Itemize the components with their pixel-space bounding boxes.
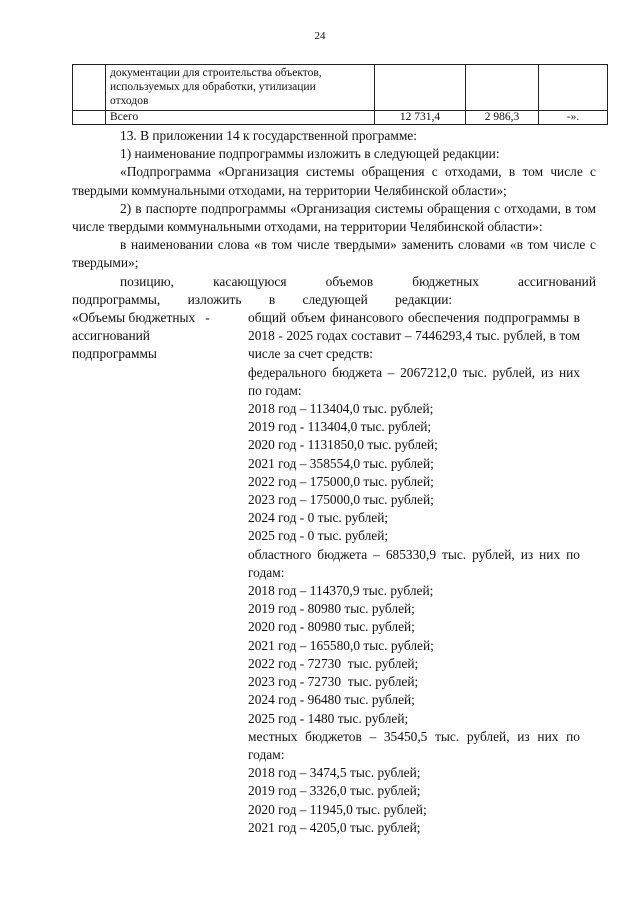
federal-budget-intro: федерального бюджета – 2067212,0 тыс. рублей, из них по годам: — [248, 364, 580, 398]
table-top-border — [72, 64, 608, 65]
page-number: 24 — [314, 30, 326, 42]
regional-year-line: 2021 год – 165580,0 тыс. рублей; — [248, 637, 434, 653]
regional-year-line: 2020 год - 80980 тыс. рублей; — [248, 619, 415, 635]
regional-budget-intro: областного бюджета – 685330,9 тыс. рублей, из них по годам: — [248, 546, 580, 580]
table-bottom-border — [72, 124, 608, 125]
funding-intro: общий объем финансового обеспечения подпрограммы в 2018 - 2025 годах составит – 7446293,4 тыс. рублей, в том числе за счет средств: — [248, 310, 580, 362]
table-col-divider — [538, 64, 539, 124]
paragraph-item-1: 1) наименование подпрограммы изложить в следующей редакции: — [120, 146, 500, 162]
federal-year-line: 2019 год - 113404,0 тыс. рублей; — [248, 419, 432, 435]
federal-year-line: 2024 год - 0 тыс. рублей; — [248, 510, 389, 526]
table-total-label: Всего — [110, 111, 139, 123]
table-description-cell — [110, 66, 410, 108]
federal-year-line: 2022 год – 175000,0 тыс. рублей; — [248, 473, 434, 489]
table-col-divider — [465, 64, 466, 124]
federal-year-line: 2023 год – 175000,0 тыс. рублей; — [248, 492, 434, 508]
paragraph-13: 13. В приложении 14 к государственной программе: — [120, 128, 417, 143]
paragraph-subprogram-name: «Подпрограмма «Организация системы обращения с отходами, в том числе с твердыми коммунальными отходами, на территории Челябинской области»; — [72, 164, 596, 198]
table-total-value: 12 731,4 — [399, 111, 441, 123]
local-year-line: 2018 год – 3474,5 тыс. рублей; — [248, 765, 421, 781]
local-budget-intro: местных бюджетов – 35450,5 тыс. рублей, из них по годам: — [248, 728, 580, 762]
passport-label — [72, 309, 248, 837]
table-description-line: используемых для обработки, утилизации — [110, 81, 316, 93]
federal-year-line: 2018 год – 113404,0 тыс. рублей; — [248, 401, 434, 417]
table-description-line: отходов — [110, 95, 149, 107]
regional-year-line: 2024 год - 96480 тыс. рублей; — [248, 692, 415, 708]
regional-year-line: 2025 год - 1480 тыс. рублей; — [248, 710, 409, 726]
regional-year-line: 2018 год – 114370,9 тыс. рублей; — [248, 583, 434, 599]
local-year-line: 2020 год – 11945,0 тыс. рублей; — [248, 801, 427, 817]
passport-label-line: «Объемы бюджетных - — [72, 310, 210, 326]
paragraph-item-2: 2) в паспорте подпрограммы «Организация системы обращения с отходами, в том числе твердыми коммунальными отходами, на территории Челябинской области»: — [72, 200, 596, 235]
regional-year-line: 2022 год - 72730 тыс. рублей; — [248, 655, 419, 671]
paragraph-position: позицию, касающуюся объемов бюджетных ассигнований подпрограммы, изложить в следующей редакции: — [72, 273, 596, 307]
paragraph-rename: в наименовании слова «в том числе твердыми» заменить словами «в том числе с твердыми»; — [72, 237, 596, 271]
document-body — [72, 127, 596, 837]
regional-year-line: 2023 год - 72730 тыс. рублей; — [248, 674, 419, 690]
table-total-value: 2 986,3 — [484, 111, 520, 123]
federal-year-line: 2020 год - 1131850,0 тыс. рублей; — [248, 437, 438, 453]
passport-value — [248, 309, 580, 837]
passport-label-line: подпрограммы — [72, 346, 157, 362]
local-year-line: 2019 год – 3326,0 тыс. рублей; — [248, 783, 421, 799]
passport-block — [72, 309, 596, 837]
table-right-border — [607, 64, 608, 124]
passport-label-line: ассигнований — [72, 328, 150, 344]
regional-year-line: 2019 год - 80980 тыс. рублей; — [248, 601, 415, 617]
local-year-line: 2021 год – 4205,0 тыс. рублей; — [248, 819, 421, 835]
table-total-value: -». — [566, 111, 580, 123]
table-col-divider — [105, 64, 106, 124]
table-left-border — [72, 64, 73, 124]
budget-table — [72, 64, 608, 124]
table-description-line: документации для строительства объектов, — [110, 67, 322, 79]
federal-year-line: 2021 год – 358554,0 тыс. рублей; — [248, 455, 434, 471]
federal-year-line: 2025 год - 0 тыс. рублей; — [248, 528, 389, 544]
